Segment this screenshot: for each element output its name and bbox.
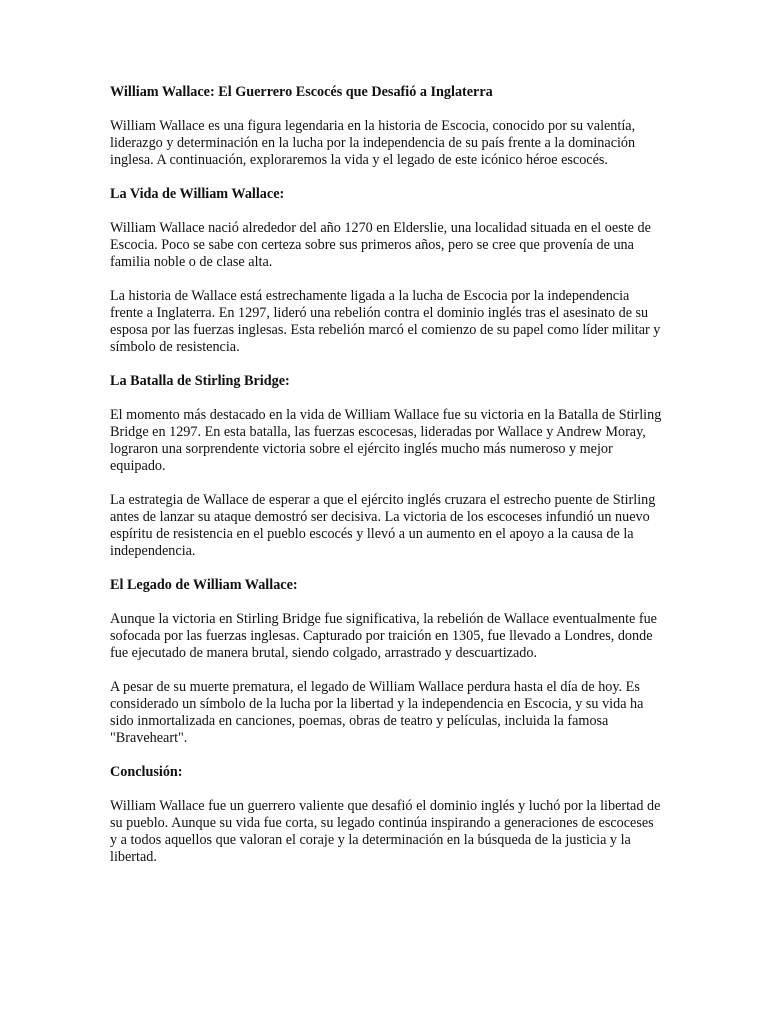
paragraph-batalla-2: La estrategia de Wallace de esperar a que el ejército inglés cruzara el estrecho puente de Stirling antes de lanzar su ataque demostró ser decisiva. La victoria de los escoceses infundió un nuevo espíritu de resistencia en el pueblo escocés y llevó a un aumento en el apoyo a la causa de la independencia.	[110, 492, 656, 559]
section-heading-vida: La Vida de William Wallace:	[110, 186, 285, 202]
document-title: William Wallace: El Guerrero Escocés que Desafió a Inglaterra	[110, 84, 493, 100]
section-heading-legado: El Legado de William Wallace:	[110, 577, 298, 593]
paragraph-legado-1: Aunque la victoria en Stirling Bridge fue significativa, la rebelión de Wallace eventualmente fue sofocada por las fuerzas inglesas. Capturado por traición en 1305, fue llevado a Londres, donde fue ejecutado de manera brutal, siendo colgado, arrastrado y descuartizado.	[110, 611, 657, 661]
paragraph-batalla-1: El momento más destacado en la vida de William Wallace fue su victoria en la Batalla de Stirling Bridge en 1297. En esta batalla, las fuerzas escocesas, lideradas por Wallace y Andrew Moray, lograron una sorprendente victoria sobre el ejército inglés mucho más numeroso y mejor equipado.	[110, 407, 662, 474]
section-heading-conclusion: Conclusión:	[110, 764, 183, 780]
section-heading-batalla: La Batalla de Stirling Bridge:	[110, 373, 290, 389]
paragraph-vida-2: La historia de Wallace está estrechamente ligada a la lucha de Escocia por la independencia frente a Inglaterra. En 1297, lideró una rebelión contra el dominio inglés tras el asesinato de su esposa por las fuerzas inglesas. Esta rebelión marcó el comienzo de su papel como líder militar y símbolo de resistencia.	[110, 288, 661, 355]
paragraph-conclusion: William Wallace fue un guerrero valiente que desafió el dominio inglés y luchó por la libertad de su pueblo. Aunque su vida fue corta, su legado continúa inspirando a generaciones de escoceses y a todos aquellos que valoran el coraje y la determinación en la búsqueda de la justicia y la libertad.	[110, 798, 661, 865]
document-page	[110, 84, 662, 883]
paragraph-vida-1: William Wallace nació alrededor del año 1270 en Elderslie, una localidad situada en el oeste de Escocia. Poco se sabe con certeza sobre sus primeros años, pero se cree que provenía de una familia noble o de clase alta.	[110, 220, 651, 270]
paragraph-legado-2: A pesar de su muerte prematura, el legado de William Wallace perdura hasta el día de hoy. Es considerado un símbolo de la lucha por la libertad y la independencia en Escocia, y su vida ha sido inmortalizada en canciones, poemas, obras de teatro y películas, incluida la famosa "Braveheart".	[110, 679, 644, 746]
intro-paragraph: William Wallace es una figura legendaria en la historia de Escocia, conocido por su valentía, liderazgo y determinación en la lucha por la independencia de su país frente a la dominación inglesa. A continuación, exploraremos la vida y el legado de este icónico héroe escocés.	[110, 118, 636, 168]
